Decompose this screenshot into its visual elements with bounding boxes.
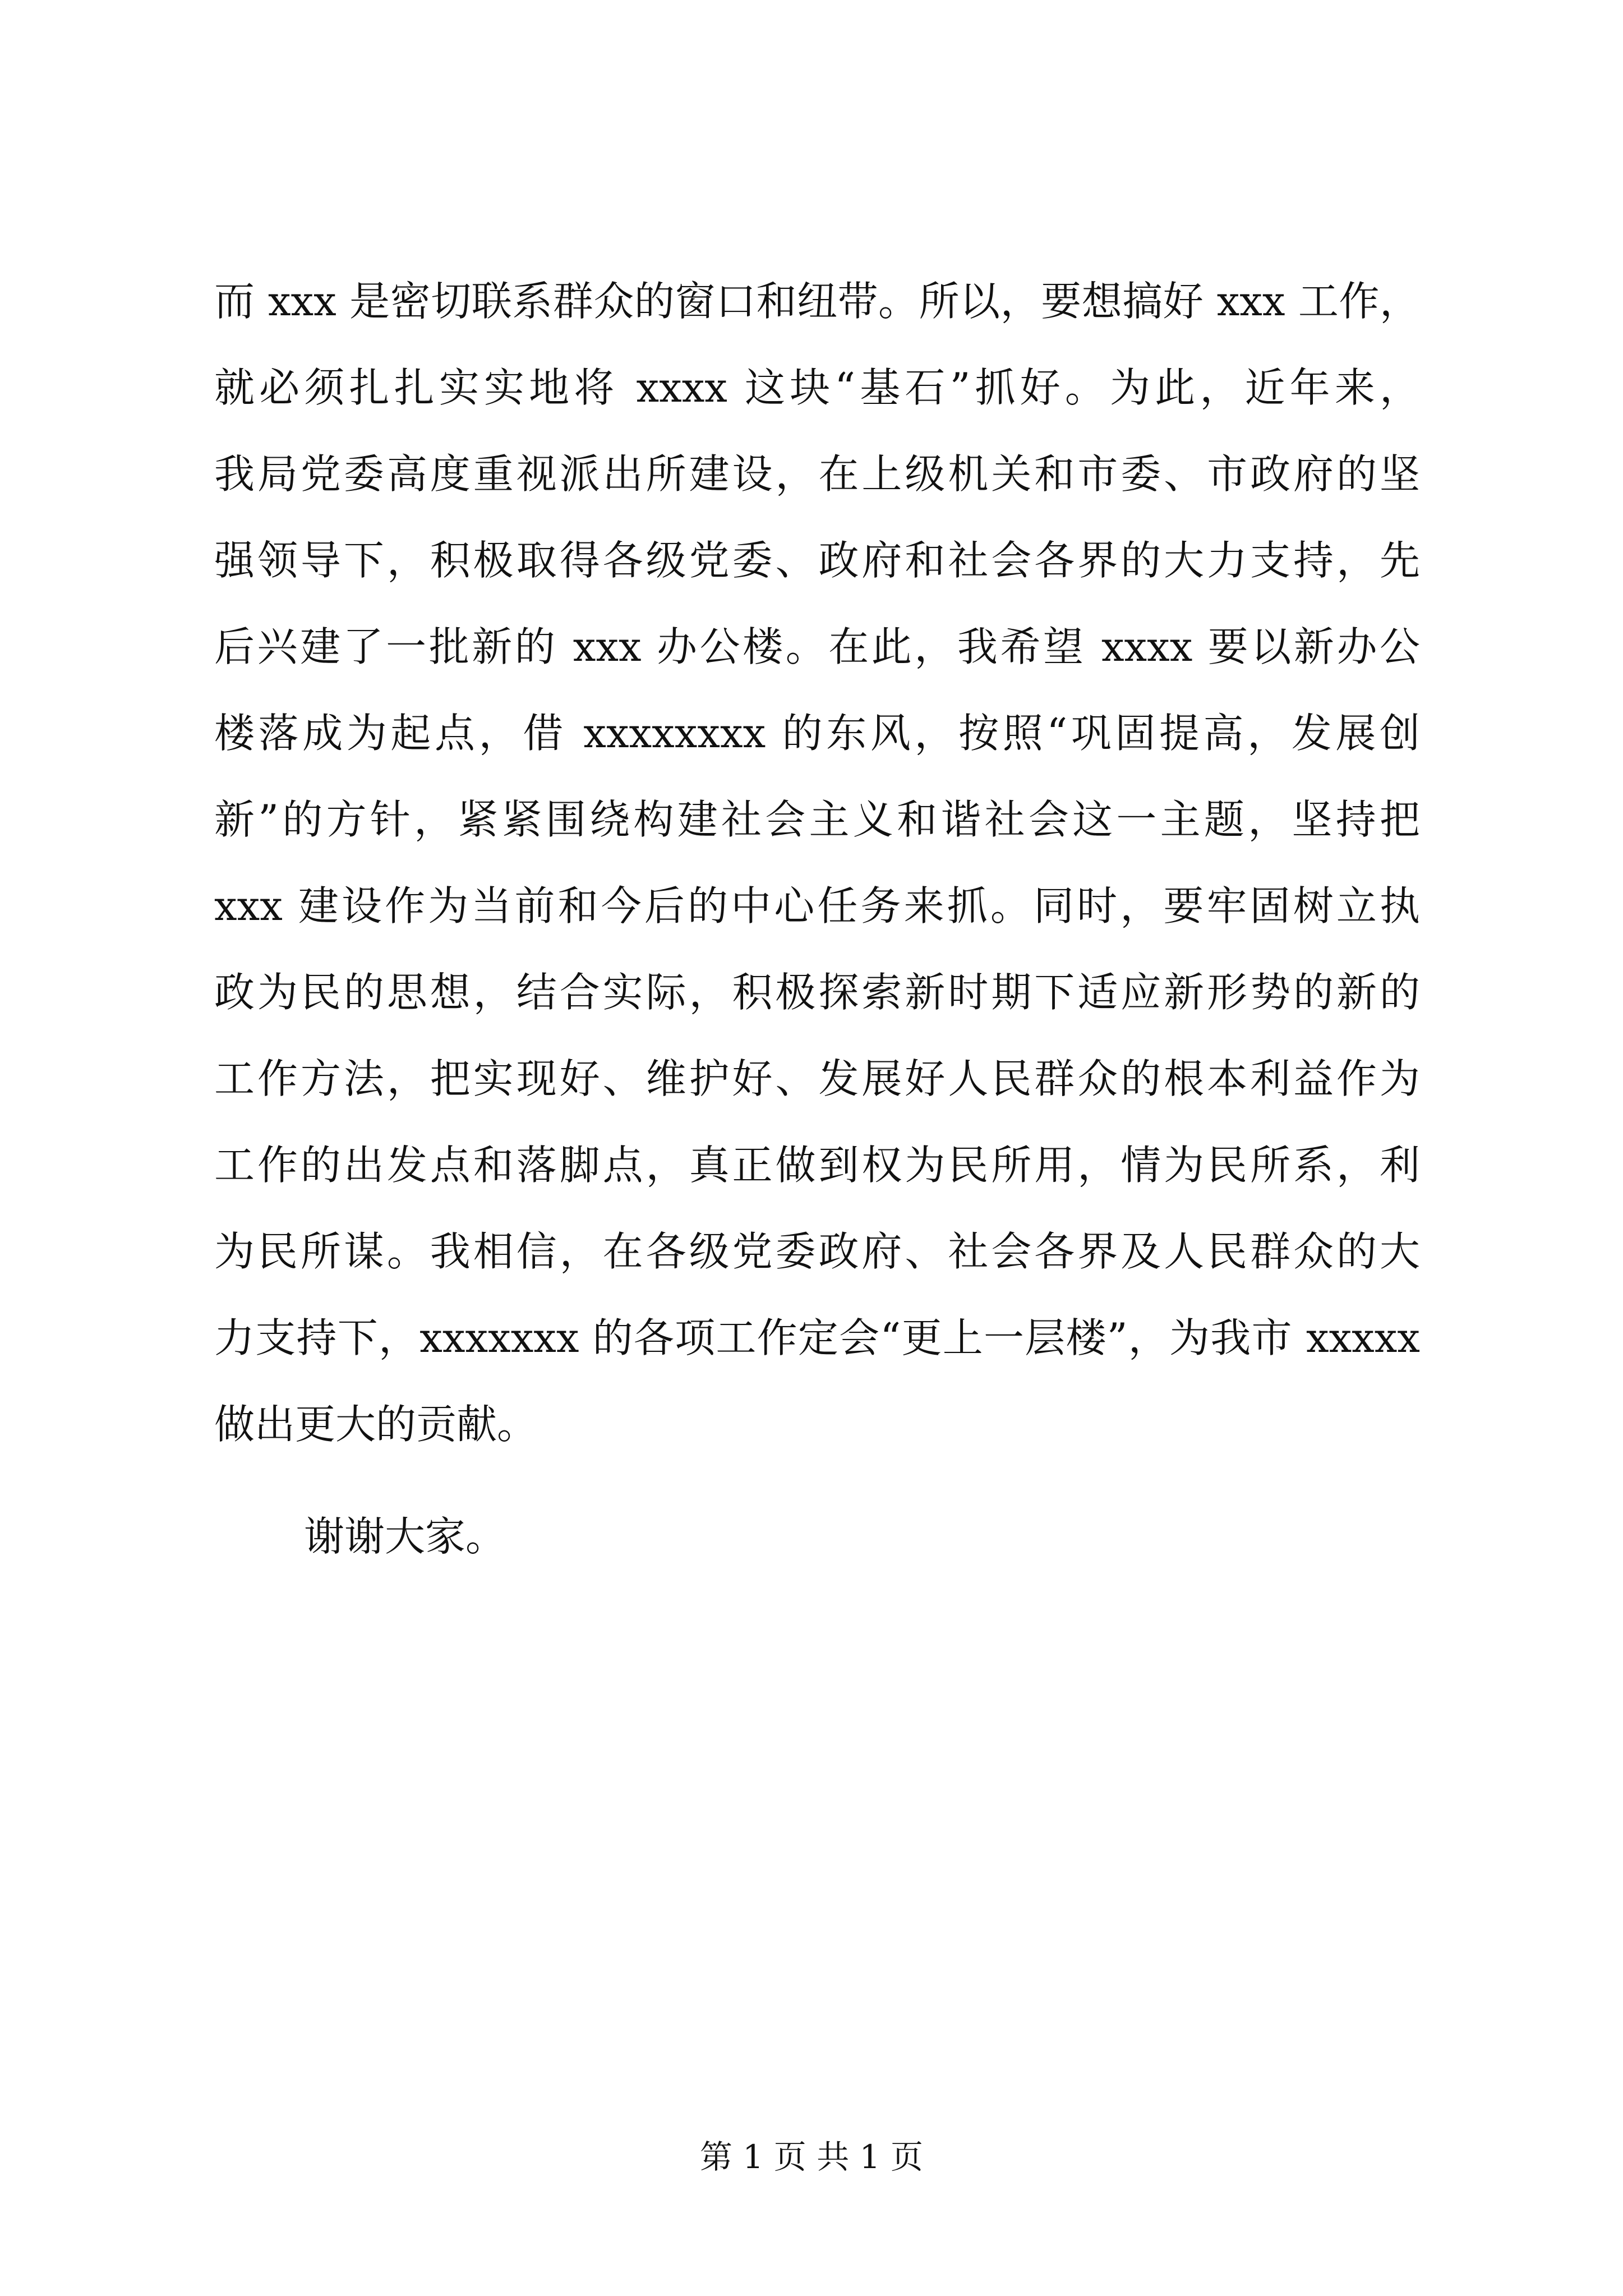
paragraph-line: 楼落成为起点，借 xxxxxxxx 的东风，按照“巩固提高，发展创 [214,710,1420,757]
paragraph-line: 工作的出发点和落脚点，真正做到权为民所用，情为民所系，利 [214,1142,1420,1189]
paragraph-line: 工作方法，把实现好、维护好、发展好人民群众的根本利益作为 [214,1055,1420,1102]
paragraph-line: 新”的方针，紧紧围绕构建社会主义和谐社会这一主题，坚持把 [214,796,1420,843]
paragraph-line: 就必须扎扎实实地将 xxxx 这块“基石”抓好。为此，近年来， [214,364,1420,411]
paragraph-line: 而 xxx 是密切联系群众的窗口和纽带。所以，要想搞好 xxx 工作， [214,278,1420,325]
paragraph-line: 我局党委高度重视派出所建设，在上级机关和市委、市政府的坚 [214,450,1420,498]
closing-remark: 谢谢大家。 [304,1513,506,1560]
paragraph-line: 强领导下，积极取得各级党委、政府和社会各界的大力支持，先 [214,537,1420,584]
paragraph-line: 政为民的思想，结合实际，积极探索新时期下适应新形势的新的 [214,969,1420,1016]
paragraph-line: 做出更大的贡献。 [214,1401,538,1448]
paragraph-line: 后兴建了一批新的 xxx 办公楼。在此，我希望 xxxx 要以新办公 [214,623,1420,670]
speech-paragraph [214,258,1420,1467]
paragraph-line: 为民所谋。我相信，在各级党委政府、社会各界及人民群众的大 [214,1228,1420,1275]
paragraph-line: xxx 建设作为当前和今后的中心任务来抓。同时，要牢固树立执 [214,882,1420,930]
paragraph-line: 力支持下，xxxxxxx 的各项工作定会“更上一层楼”，为我市 xxxxx [214,1314,1420,1361]
page-footer: 第 1 页 共 1 页 [700,2138,923,2176]
